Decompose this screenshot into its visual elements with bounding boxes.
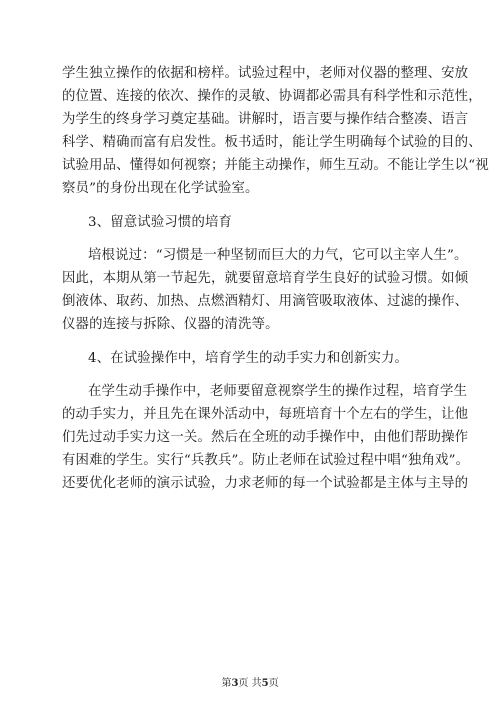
text-line: 在学生动手操作中，老师要留意视察学生的操作过程，培育学生 xyxy=(88,384,468,399)
text-line: 有困难的学生。实行“兵教兵”。防止老师在试验过程中唱“独角戏”。 xyxy=(62,453,470,468)
text-line: 仪器的连接与拆除、仪器的清洗等。 xyxy=(62,317,279,332)
text-line: 试验用品、懂得如何视察；并能主动操作，师生互动。不能让学生以“视 xyxy=(62,158,489,173)
text-line: 倒液体、取药、加热、点燃酒精灯、用滴管吸取液体、过滤的操作、 xyxy=(62,294,469,309)
text-line: 察员”的身份出现在化学试验室。 xyxy=(62,181,259,196)
text-line: 的位置、连接的依次、操作的灵敏、协调都必需具有科学性和示范性， xyxy=(62,89,482,104)
text-line: 还要优化老师的演示试验，力求老师的每一个试验都是主体与主导的 xyxy=(62,476,469,491)
page-prefix: 第 xyxy=(221,678,232,689)
paragraph xyxy=(62,62,489,200)
paragraph xyxy=(62,244,469,336)
section-heading xyxy=(62,211,442,234)
heading-text: 4、在试验操作中，培育学生的动手实力和创新实力。 xyxy=(88,350,409,366)
text-line: 科学、精确而富有启发性。板书适时，能让学生明确每个试验的目的、 xyxy=(62,135,482,150)
page-current: 3 xyxy=(231,678,239,689)
text-line: 为学生的终身学习奠定基础。讲解时，语言要与操作结合整凑、语言 xyxy=(62,112,469,127)
text-line: 们先过动手实力这一关。然后在全班的动手操作中，由他们帮助操作 xyxy=(62,430,469,445)
text-line: 的动手实力，并且先在课外活动中，每班培育十个左右的学生，让他 xyxy=(62,407,469,422)
text-line: 学生独立操作的依据和榜样。试验过程中，老师对仪器的整理、安放 xyxy=(62,66,469,81)
text-line: 培根说过：“习惯是一种坚韧而巨大的力气，它可以主宰人生”。 xyxy=(88,248,468,263)
section-heading xyxy=(62,347,442,370)
page-mid: 页 共 xyxy=(238,678,262,689)
body-text xyxy=(62,62,489,495)
paragraph xyxy=(62,380,470,495)
page-total: 5 xyxy=(261,678,269,689)
text-line: 因此，本期从第一节起先，就要留意培育学生良好的试验习惯。如倾 xyxy=(62,271,469,286)
page-footer xyxy=(0,677,500,691)
heading-text: 3、留意试验习惯的培育 xyxy=(88,214,233,230)
page-suffix: 页 xyxy=(268,678,279,689)
